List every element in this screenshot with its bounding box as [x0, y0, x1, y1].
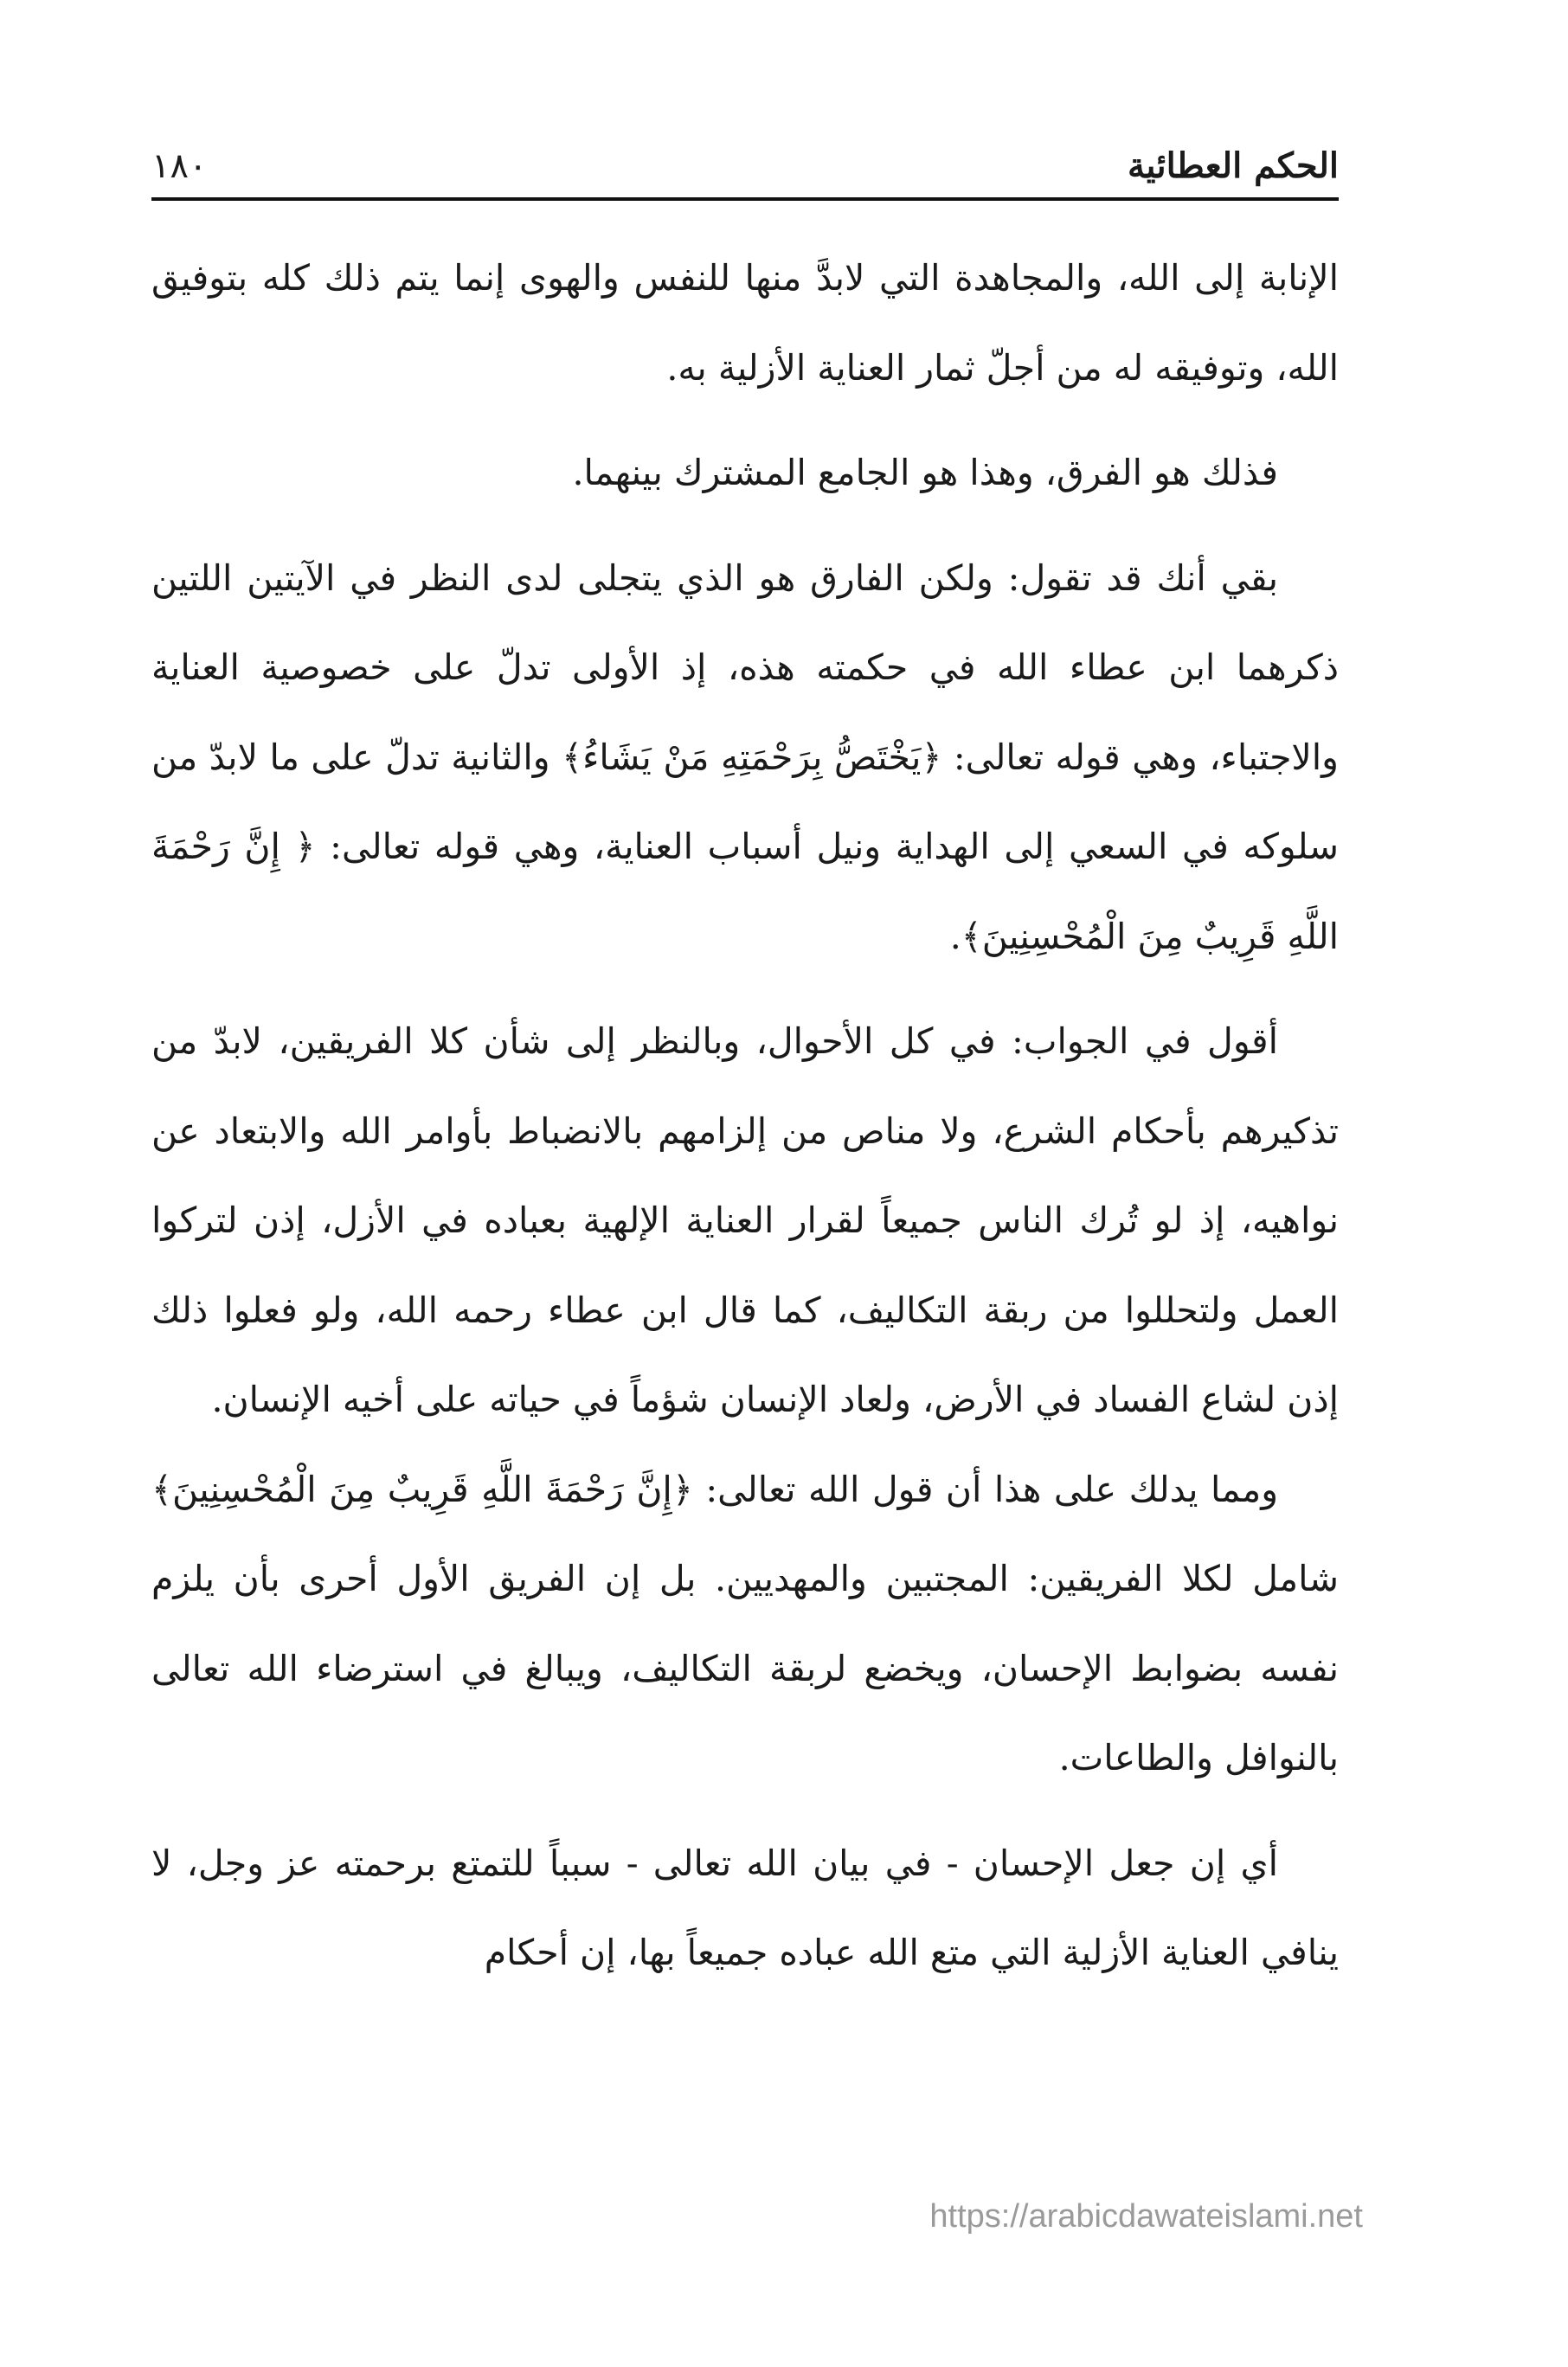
paragraph-4: أقول في الجواب: في كل الأحوال، وبالنظر إلى شأن كلا الفريقين، لابدّ من تذكيرهم بأحكام الشرع، ولا مناص من إلزامهم بالانضباط بأوامر الله والابتعاد عن نواهيه، إذ لو تُرك الناس جميعاً لقرار العناية الإلهية بعباده في الأزل، إذن لتركوا العمل ولتحللوا من ربقة التكاليف، كما قال ابن عطاء رحمه الله، ولو فعلوا ذلك إذن لشاع الفساد في الأرض، ولعاد الإنسان شؤماً في حياته على أخيه الإنسان. — [151, 1020, 1339, 1420]
running-header-title: الحكم العطائية — [1127, 145, 1339, 186]
page-number: ١٨٠ — [151, 146, 208, 186]
paragraph-3: بقي أنك قد تقول: ولكن الفارق هو الذي يتجلى لدى النظر في الآيتين اللتين ذكرهما ابن عطاء الله في حكمته هذه، إذ الأولى تدلّ على خصوصية العناية والاجتباء، وهي قوله تعالى: ﴿يَخْتَصُّ بِرَحْمَتِهِ مَنْ يَشَاءُ﴾ والثانية تدلّ على ما لابدّ من سلوكه في السعي إلى الهداية ونيل أسباب العناية، وهي قوله تعالى: ﴿ إِنَّ رَحْمَةَ اللَّهِ قَرِيبٌ مِنَ الْمُحْسِنِينَ﴾. — [151, 556, 1339, 957]
paragraph-1: الإنابة إلى الله، والمجاهدة التي لابدَّ منها للنفس والهوى إنما يتم ذلك كله بتوفيق الله، وتوفيقه له من أجلّ ثمار العناية الأزلية به. — [151, 257, 1339, 389]
paragraph-6: أي إن جعل الإحسان - في بيان الله تعالى - سبباً للتمتع برحمته عز وجل، لا ينافي العناية الأزلية التي متع الله عباده جميعاً بها، إن أحكام — [151, 1842, 1339, 1973]
header-divider — [151, 197, 1339, 201]
paragraph-5: ومما يدلك على هذا أن قول الله تعالى: ﴿إِنَّ رَحْمَةَ اللَّهِ قَرِيبٌ مِنَ الْمُحْسِنِينَ﴾ شامل لكلا الفريقين: المجتبين والمهديين. بل إن الفريق الأول أحرى بأن يلزم نفسه بضوابط الإحسان، ويخضع لربقة التكاليف، ويبالغ في استرضاء الله تعالى بالنوافل والطاعات. — [151, 1468, 1339, 1778]
paragraph-2: فذلك هو الفرق، وهذا هو الجامع المشترك بينهما. — [572, 452, 1278, 493]
watermark-url: https://arabicdawateislami.net — [929, 2198, 1363, 2235]
body-text — [151, 234, 1339, 1998]
running-header — [151, 130, 1339, 199]
